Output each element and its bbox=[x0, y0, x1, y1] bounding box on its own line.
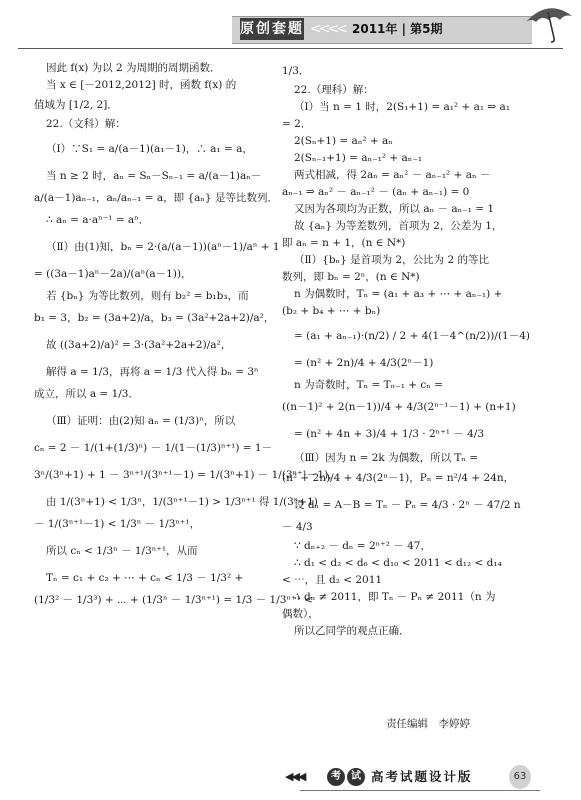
issue-label: 2011年 | 第5期 bbox=[352, 22, 443, 36]
text-line: aₙ₋₁ ⇒ aₙ² － aₙ₋₁² － (aₙ + aₙ₋₁) = 0 bbox=[282, 186, 470, 198]
umbrella-icon bbox=[520, 2, 576, 46]
text-line: 值域为 [1/2, 2]． bbox=[34, 99, 118, 111]
section-heading: 22.（文科）解： bbox=[46, 118, 126, 130]
text-line: (1/3² － 1/3³) + ⋯ + (1/3ⁿ － 1/3ⁿ⁺¹) = 1/3 － 1/3ⁿ⁺¹ < bbox=[34, 594, 313, 606]
section-heading: 22.（理科）解： bbox=[294, 84, 374, 96]
editor-credit: 责任编辑 李婷婷 bbox=[386, 718, 470, 730]
text-line: 解得 a = 1/3，再将 a = 1/3 代入得 bₙ = 3ⁿ bbox=[46, 366, 259, 378]
text-line: （Ⅰ）当 n = 1 时，2(S₁+1) = a₁² + a₁ ⇒ a₁ bbox=[294, 101, 511, 113]
text-line: 3ⁿ/(3ⁿ+1) + 1 － 3ⁿ⁺¹/(3ⁿ⁺¹－1) = 1/(3ⁿ+1) － 1/(3ⁿ⁺¹－1)， bbox=[34, 469, 339, 481]
text-line: 1/3． bbox=[282, 65, 310, 77]
text-line: = 2． bbox=[282, 118, 312, 130]
page-number: 63 bbox=[509, 765, 531, 789]
text-line: = ((3a－1)aⁿ－2a)/(aⁿ(a－1))， bbox=[34, 268, 192, 280]
text-line: 偶数）， bbox=[282, 608, 319, 620]
right-column bbox=[282, 60, 528, 640]
text-line: (b₂ + b₄ + ⋯ + bₙ) bbox=[282, 305, 381, 317]
text-line: 2(Sₙ₋₁+1) = aₙ₋₁² + aₙ₋₁ bbox=[294, 152, 423, 164]
text-line: 故 {aₙ} 为等差数列，首项为 2，公差为 1， bbox=[294, 220, 503, 232]
text-line: 2(Sₙ+1) = aₙ² + aₙ bbox=[294, 135, 393, 147]
page-header bbox=[0, 0, 581, 44]
text-line: 因此 f(x) 为以 2 为周期的周期函数． bbox=[46, 62, 221, 74]
text-line: n 为偶数时，Tₙ = (a₁ + a₃ + ⋯ + aₙ₋₁) + bbox=[294, 288, 503, 300]
text-line: （Ⅱ）{bₙ} 是首项为 2，公比为 2 的等比 bbox=[294, 254, 489, 266]
footer-badge: 考 bbox=[327, 768, 345, 786]
text-line: （Ⅲ）证明：由(2)知 aₙ = (1/3)ⁿ，所以 bbox=[46, 415, 236, 427]
text-line: = (n² + 2n)/4 + 4/3(2ⁿ－1) bbox=[294, 357, 434, 369]
text-line: 故 ((3a+2)/a)² = 3·(3a²+2a+2)/a²， bbox=[46, 339, 232, 351]
text-line: 所以乙同学的观点正确． bbox=[294, 625, 410, 637]
text-line: － 1/(3ⁿ⁺¹－1) < 1/3ⁿ － 1/3ⁿ⁺¹， bbox=[34, 518, 201, 530]
text-line: Tₙ = c₁ + c₂ + ⋯ + cₙ < 1/3 － 1/3² + bbox=[46, 572, 244, 584]
text-line: 成立，所以 a = 1/3． bbox=[34, 388, 139, 400]
text-line: 当 n ≥ 2 时，aₙ = Sₙ－Sₙ₋₁ = a/(a－1)aₙ－ bbox=[46, 170, 262, 182]
header-rule bbox=[18, 48, 563, 49]
footer-badge: 试 bbox=[347, 768, 365, 786]
text-line: cₙ = 2 － 1/(1+(1/3)ⁿ) － 1/(1－(1/3)ⁿ⁺¹) = 1－ bbox=[34, 442, 273, 454]
text-line: n 为奇数时，Tₙ = Tₙ₋₁ + cₙ = bbox=[294, 379, 443, 391]
text-line: 由 1/(3ⁿ+1) < 1/3ⁿ，1/(3ⁿ⁺¹－1) > 1/3ⁿ⁺¹ 得 1/(3ⁿ+1) bbox=[46, 496, 318, 508]
text-line: ∴ dₙ ≠ 2011，即 Tₙ － Pₙ ≠ 2011（n 为 bbox=[294, 591, 496, 603]
footer-rule bbox=[300, 790, 540, 791]
footer-title: 高考试题设计版 bbox=[371, 769, 473, 784]
text-line: = (n² + 4n + 3)/4 + 1/3 · 2ⁿ⁺¹ － 4/3 bbox=[294, 428, 485, 440]
text-line: ∴ aₙ = a·aⁿ⁻¹ = aⁿ． bbox=[46, 214, 150, 226]
text-line: （Ⅱ）由(1)知，bₙ = 2·(a/(a－1))(aⁿ－1)/aⁿ + 1 bbox=[46, 241, 280, 253]
text-line: 又因为各项均为正数，所以 aₙ － aₙ₋₁ = 1 bbox=[294, 203, 495, 215]
text-line: 若 {bₙ} 为等比数列，则有 b₂² = b₁b₃，而 bbox=[46, 290, 249, 302]
text-line: ((n－1)² + 2(n－1))/4 + 4/3(2ⁿ⁻¹－1) + (n+1) bbox=[282, 401, 516, 413]
text-line: 所以 cₙ < 1/3ⁿ － 1/3ⁿ⁺¹，从而 bbox=[46, 545, 198, 557]
text-line: (n² + 2n)/4 + 4/3(2ⁿ－1)，Pₙ = n²/4 + 24n， bbox=[282, 472, 515, 484]
text-line: b₁ = 3，b₂ = (3a+2)/a，b₃ = (3a²+2a+2)/a²， bbox=[34, 312, 275, 324]
chevrons-left-icon: <<<< bbox=[310, 21, 345, 37]
text-line: ∴ d₁ < d₂ < d₆ < d₁₀ < 2011 < d₁₂ < d₁₄ bbox=[294, 557, 502, 569]
text-line: ∵ dₙ₊₂ － dₙ = 2ⁿ⁺² － 47， bbox=[294, 540, 431, 552]
text-line: 即 aₙ = n + 1，(n ∈ N*) bbox=[282, 237, 406, 249]
text-line: 数列，即 bₙ = 2ⁿ，(n ∈ N*) bbox=[282, 271, 420, 283]
text-line: （Ⅲ）因为 n = 2k 为偶数，所以 Tₙ = bbox=[294, 452, 479, 464]
text-line: 两式相减，得 2aₙ = aₙ² － aₙ₋₁² + aₙ － bbox=[294, 169, 491, 181]
text-line: < ⋯，且 d₂ < 2011 bbox=[282, 574, 383, 586]
triangles-left-icon: ◀◀◀ bbox=[285, 770, 305, 783]
text-line: = (a₁ + aₙ₋₁)·(n/2) / 2 + 4(1－4^(n/2))/(1－4) bbox=[294, 330, 530, 342]
text-line: 设 dₙ = A－B = Tₙ － Pₙ = 4/3 · 2ⁿ － 47/2 n bbox=[294, 499, 521, 511]
text-line: － 4/3 bbox=[282, 521, 313, 533]
text-line: a/(a－1)aₙ₋₁，aₙ/aₙ₋₁ = a，即 {aₙ} 是等比数列． bbox=[34, 192, 278, 204]
text-line: 当 x ∈ [－2012,2012] 时，函数 f(x) 的 bbox=[46, 79, 237, 91]
journal-title: 原创套题 bbox=[240, 18, 304, 40]
text-line: （Ⅰ）∵S₁ = a/(a－1)(a₁－1)，∴ a₁ = a， bbox=[46, 143, 253, 155]
